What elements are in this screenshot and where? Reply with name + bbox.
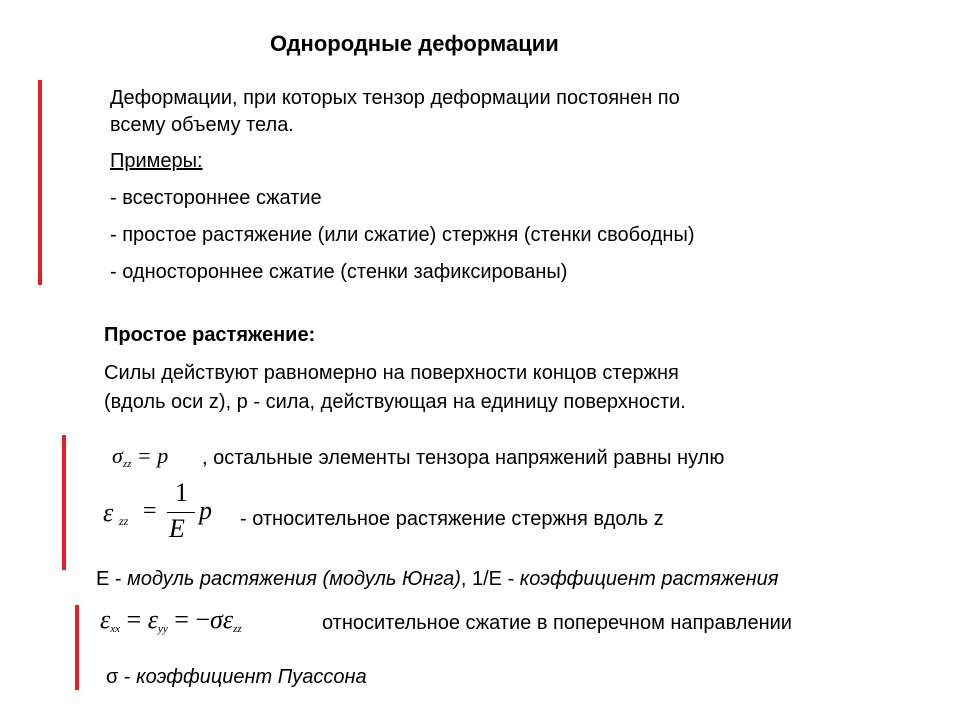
formula-sigma-zz: $\sigma_{zz} = p$ [112, 443, 169, 470]
definition-line-1: Деформации, при которых тензор деформации постоянен по [110, 87, 680, 109]
simple-tension-heading: Простое растяжение: [104, 324, 316, 346]
page-title: Однородные деформации [270, 31, 559, 56]
formula-eps-comment: - относительное растяжение стержня вдоль z [240, 508, 664, 530]
formula-eps-zz: ε zz = 1 E p [103, 478, 212, 543]
formula-sigma-comment: , остальные элементы тензора напряжений равны нулю [202, 447, 725, 469]
definition-line-2: всему объему тела. [110, 114, 294, 136]
young-modulus-line: Е - модуль растяжения (модуль Юнга), 1/E - коэффициент растяжения [96, 568, 779, 590]
example-item-2: - простое растяжение (или сжатие) стержня (стенки свободны) [110, 224, 695, 246]
example-item-1: - всестороннее сжатие [110, 187, 322, 209]
simple-tension-line-2: (вдоль оси z), p - сила, действующая на единицу поверхности. [104, 391, 686, 413]
poisson-line: σ - коэффициент Пуассона [106, 666, 367, 688]
formula-transverse-comment: относительное сжатие в поперечном направлении [322, 612, 792, 634]
example-item-3: - одностороннее сжатие (стенки зафиксированы) [110, 261, 568, 283]
accent-bar-middle [62, 435, 66, 570]
simple-tension-line-1: Силы действуют равномерно на поверхности концов стержня [104, 362, 679, 384]
formula-transverse-strain: $\varepsilon_{xx} = \varepsilon_{yy} = -\sigma\varepsilon_{zz}$ [100, 605, 242, 635]
accent-bar-bottom [75, 605, 79, 690]
examples-label: Примеры: [110, 150, 203, 172]
accent-bar-top [38, 80, 42, 285]
